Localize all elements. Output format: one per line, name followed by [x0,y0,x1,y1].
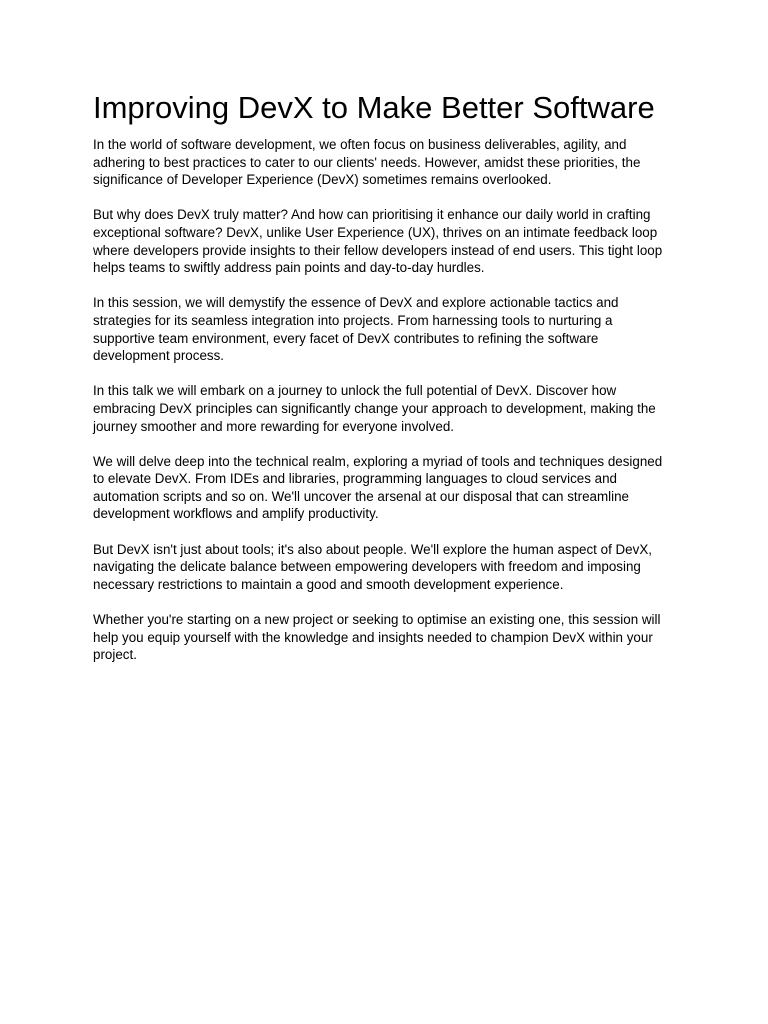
document-page [93,86,677,681]
paragraph-7: Whether you're starting on a new project or seeking to optimise an existing one, this session will help you equip yourself with the knowledge and insights needed to champion DevX within your project. [93,612,661,663]
paragraph-4: In this talk we will embark on a journey to unlock the full potential of DevX. Discover how embracing DevX principles can significantly change your approach to development, making the journey smoother and more rewarding for everyone involved. [93,383,656,434]
paragraph-5: We will delve deep into the technical realm, exploring a myriad of tools and techniques designed to elevate DevX. From IDEs and libraries, programming languages to cloud services and automation scripts and so on. We'll uncover the arsenal at our disposal that can streamline development workflows and amplify productivity. [93,453,663,522]
paragraph-6: But DevX isn't just about tools; it's also about people. We'll explore the human aspect of DevX, navigating the delicate balance between empowering developers with freedom and imposing necessary restrictions to maintain a good and smooth development experience. [93,541,652,592]
document-title: Improving DevX to Make Better Software [93,90,655,125]
paragraph-3: In this session, we will demystify the essence of DevX and explore actionable tactics and strategies for its seamless integration into projects. From harnessing tools to nurturing a supportive team environment, every facet of DevX contributes to refining the software development process. [93,295,619,364]
paragraph-1: In the world of software development, we often focus on business deliverables, agility, and adhering to best practices to cater to our clients' needs. However, amidst these priorities, the significance of Developer Experience (DevX) sometimes remains overlooked. [93,137,641,188]
paragraph-2: But why does DevX truly matter? And how can prioritising it enhance our daily world in crafting exceptional software? DevX, unlike User Experience (UX), thrives on an intimate feedback loop where developers provide insights to their fellow developers instead of end users. This tight loop helps teams to swiftly address pain points and day-to-day hurdles. [93,207,663,276]
